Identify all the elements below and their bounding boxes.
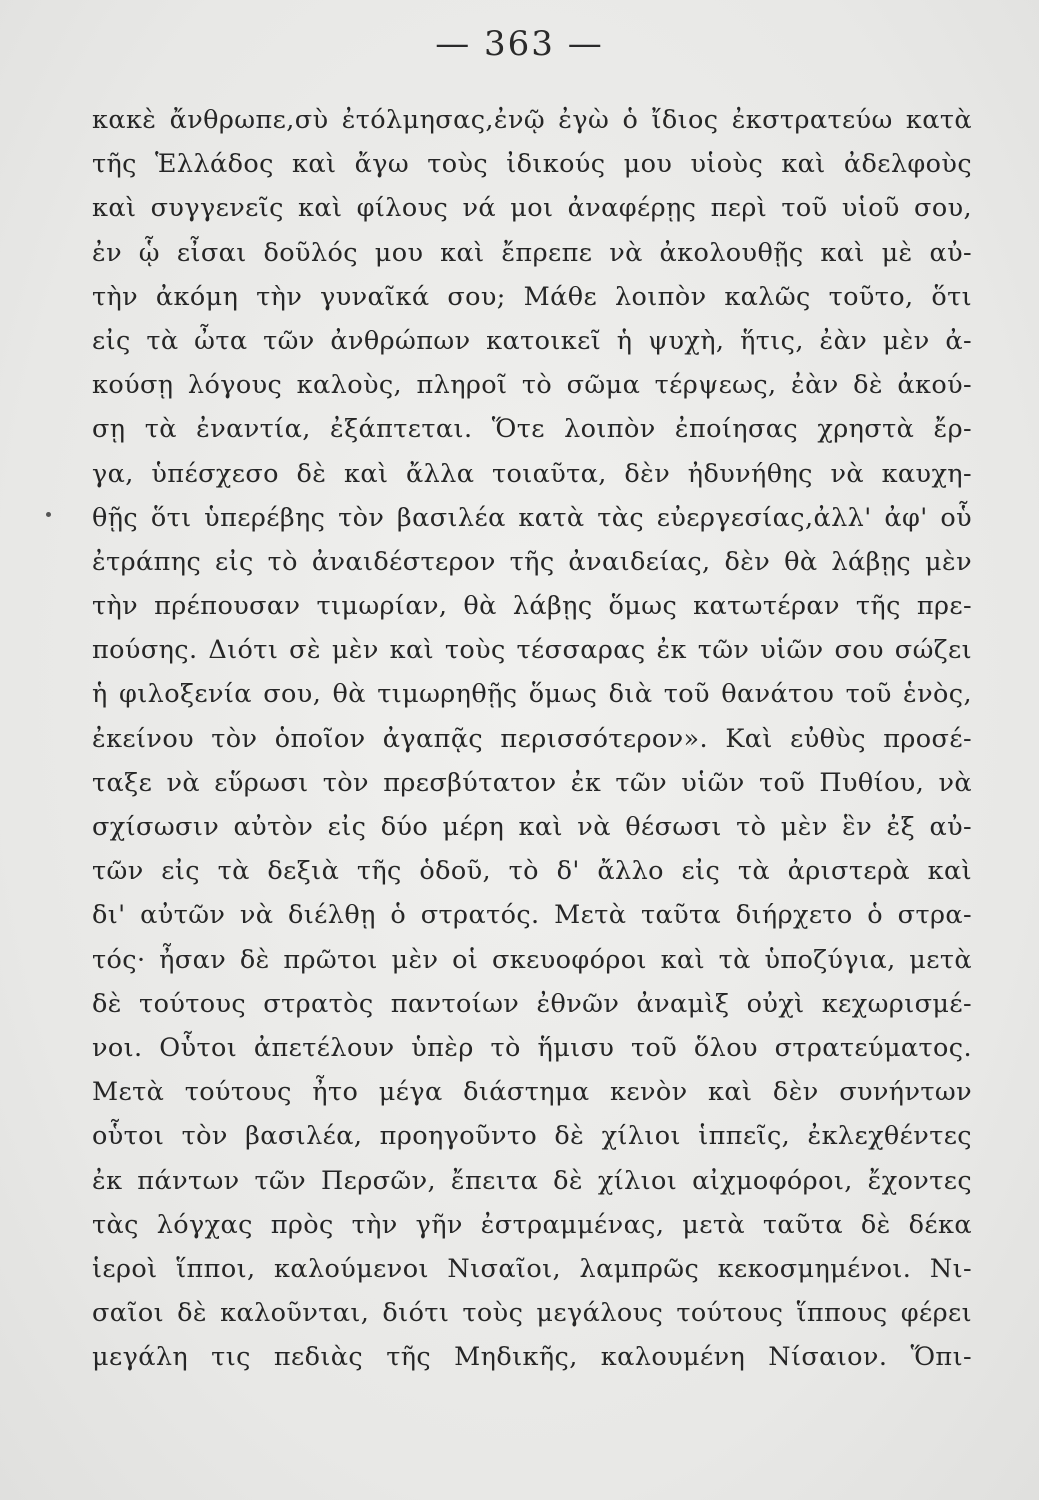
text-line: δι' αὐτῶν νὰ διέλθῃ ὁ στρατός. Μετὰ ταῦτα διήρχετο ὁ στρα-	[92, 900, 972, 931]
text-line: τὰς λόγχας πρὸς τὴν γῆν ἐστραμμένας, μετὰ ταῦτα δὲ δέκα	[92, 1209, 972, 1240]
text-line: τῆς Ἑλλάδος καὶ ἄγω τοὺς ἰδικούς μου υἱοὺς καὶ ἀδελφοὺς	[92, 149, 972, 180]
text-line: ταξε νὰ εὕρωσι τὸν πρεσβύτατον ἐκ τῶν υἱῶν τοῦ Πυθίου, νὰ	[92, 767, 972, 798]
text-line: καὶ συγγενεῖς καὶ φίλους νά μοι ἀναφέρῃς περὶ τοῦ υἱοῦ σου,	[92, 193, 972, 224]
text-line: ἡ φιλοξενία σου, θὰ τιμωρηθῇς ὅμως διὰ τοῦ θανάτου τοῦ ἑνὸς,	[92, 679, 972, 710]
text-line: εἰς τὰ ὦτα τῶν ἀνθρώπων κατοικεῖ ἡ ψυχὴ, ἥτις, ἐὰν μὲν ἀ-	[92, 325, 972, 356]
text-line: τὴν ἀκόμη τὴν γυναῖκά σου; Μάθε λοιπὸν καλῶς τοῦτο, ὅτι	[92, 281, 972, 312]
text-line: δὲ τούτους στρατὸς παντοίων ἐθνῶν ἀναμὶξ οὐχὶ κεχωρισμέ-	[92, 988, 972, 1019]
text-line: κακὲ ἄνθρωπε,σὺ ἐτόλμησας,ἐνῷ ἐγὼ ὁ ἴδιος ἐκστρατεύω κατὰ	[92, 105, 972, 135]
text-line: ἐν ᾧ εἶσαι δοῦλός μου καὶ ἔπρεπε νὰ ἀκολουθῇς καὶ μὲ αὐ-	[92, 237, 972, 268]
text-line: σχίσωσιν αὐτὸν εἰς δύο μέρη καὶ νὰ θέσωσι τὸ μὲν ἓν ἐξ αὐ-	[92, 812, 972, 842]
text-line: κούσῃ λόγους καλοὺς, πληροῖ τὸ σῶμα τέρψεως, ἐὰν δὲ ἀκού-	[92, 370, 972, 401]
text-line: ἐτράπης εἰς τὸ ἀναιδέστερον τῆς ἀναιδείας, δὲν θὰ λάβῃς μὲν	[92, 546, 972, 577]
margin-mark	[46, 512, 51, 517]
text-line: τός· ἦσαν δὲ πρῶτοι μὲν οἱ σκευοφόροι καὶ τὰ ὑποζύγια, μετὰ	[92, 944, 972, 975]
text-line: τὴν πρέπουσαν τιμωρίαν, θὰ λάβῃς ὅμως κατωτέραν τῆς πρε-	[92, 591, 972, 622]
text-line: μεγάλη τις πεδιὰς τῆς Μηδικῆς, καλουμένη Νίσαιον. Ὅπι-	[92, 1342, 972, 1373]
text-line: οὗτοι τὸν βασιλέα, προηγοῦντο δὲ χίλιοι ἱππεῖς, ἐκλεχθέντες	[92, 1121, 972, 1152]
text-line: σαῖοι δὲ καλοῦνται, διότι τοὺς μεγάλους τούτους ἵππους φέρει	[92, 1298, 972, 1329]
text-line: σῃ τὰ ἐναντία, ἐξάπτεται. Ὅτε λοιπὸν ἐποίησας χρηστὰ ἔρ-	[92, 414, 972, 445]
text-line: θῇς ὅτι ὑπερέβης τὸν βασιλέα κατὰ τὰς εὐεργεσίας,ἀλλ' ἀφ' οὗ	[92, 502, 972, 533]
body-text	[92, 98, 972, 1379]
text-line: τῶν εἰς τὰ δεξιὰ τῆς ὁδοῦ, τὸ δ' ἄλλο εἰς τὰ ἀριστερὰ καὶ	[92, 856, 972, 887]
text-line: πούσης. Διότι σὲ μὲν καὶ τοὺς τέσσαρας ἐκ τῶν υἱῶν σου σώζει	[92, 635, 972, 666]
text-line: Μετὰ τούτους ἦτο μέγα διάστημα κενὸν καὶ δὲν συνήντων	[92, 1077, 972, 1108]
text-line: γα, ὑπέσχεσο δὲ καὶ ἄλλα τοιαῦτα, δὲν ἠδυνήθης νὰ καυχη-	[92, 458, 972, 489]
text-line: ἱεροὶ ἵπποι, καλούμενοι Νισαῖοι, λαμπρῶς κεκοσμημένοι. Νι-	[92, 1253, 972, 1284]
text-line: νοι. Οὗτοι ἀπετέλουν ὑπὲρ τὸ ἥμισυ τοῦ ὅλου στρατεύματος.	[92, 1032, 972, 1063]
text-line: ἐκείνου τὸν ὁποῖον ἀγαπᾷς περισσότερον». Καὶ εὐθὺς προσέ-	[92, 723, 972, 754]
text-line: ἐκ πάντων τῶν Περσῶν, ἔπειτα δὲ χίλιοι αἰχμοφόροι, ἔχοντες	[92, 1165, 972, 1196]
page-number: — 363 —	[435, 24, 604, 64]
